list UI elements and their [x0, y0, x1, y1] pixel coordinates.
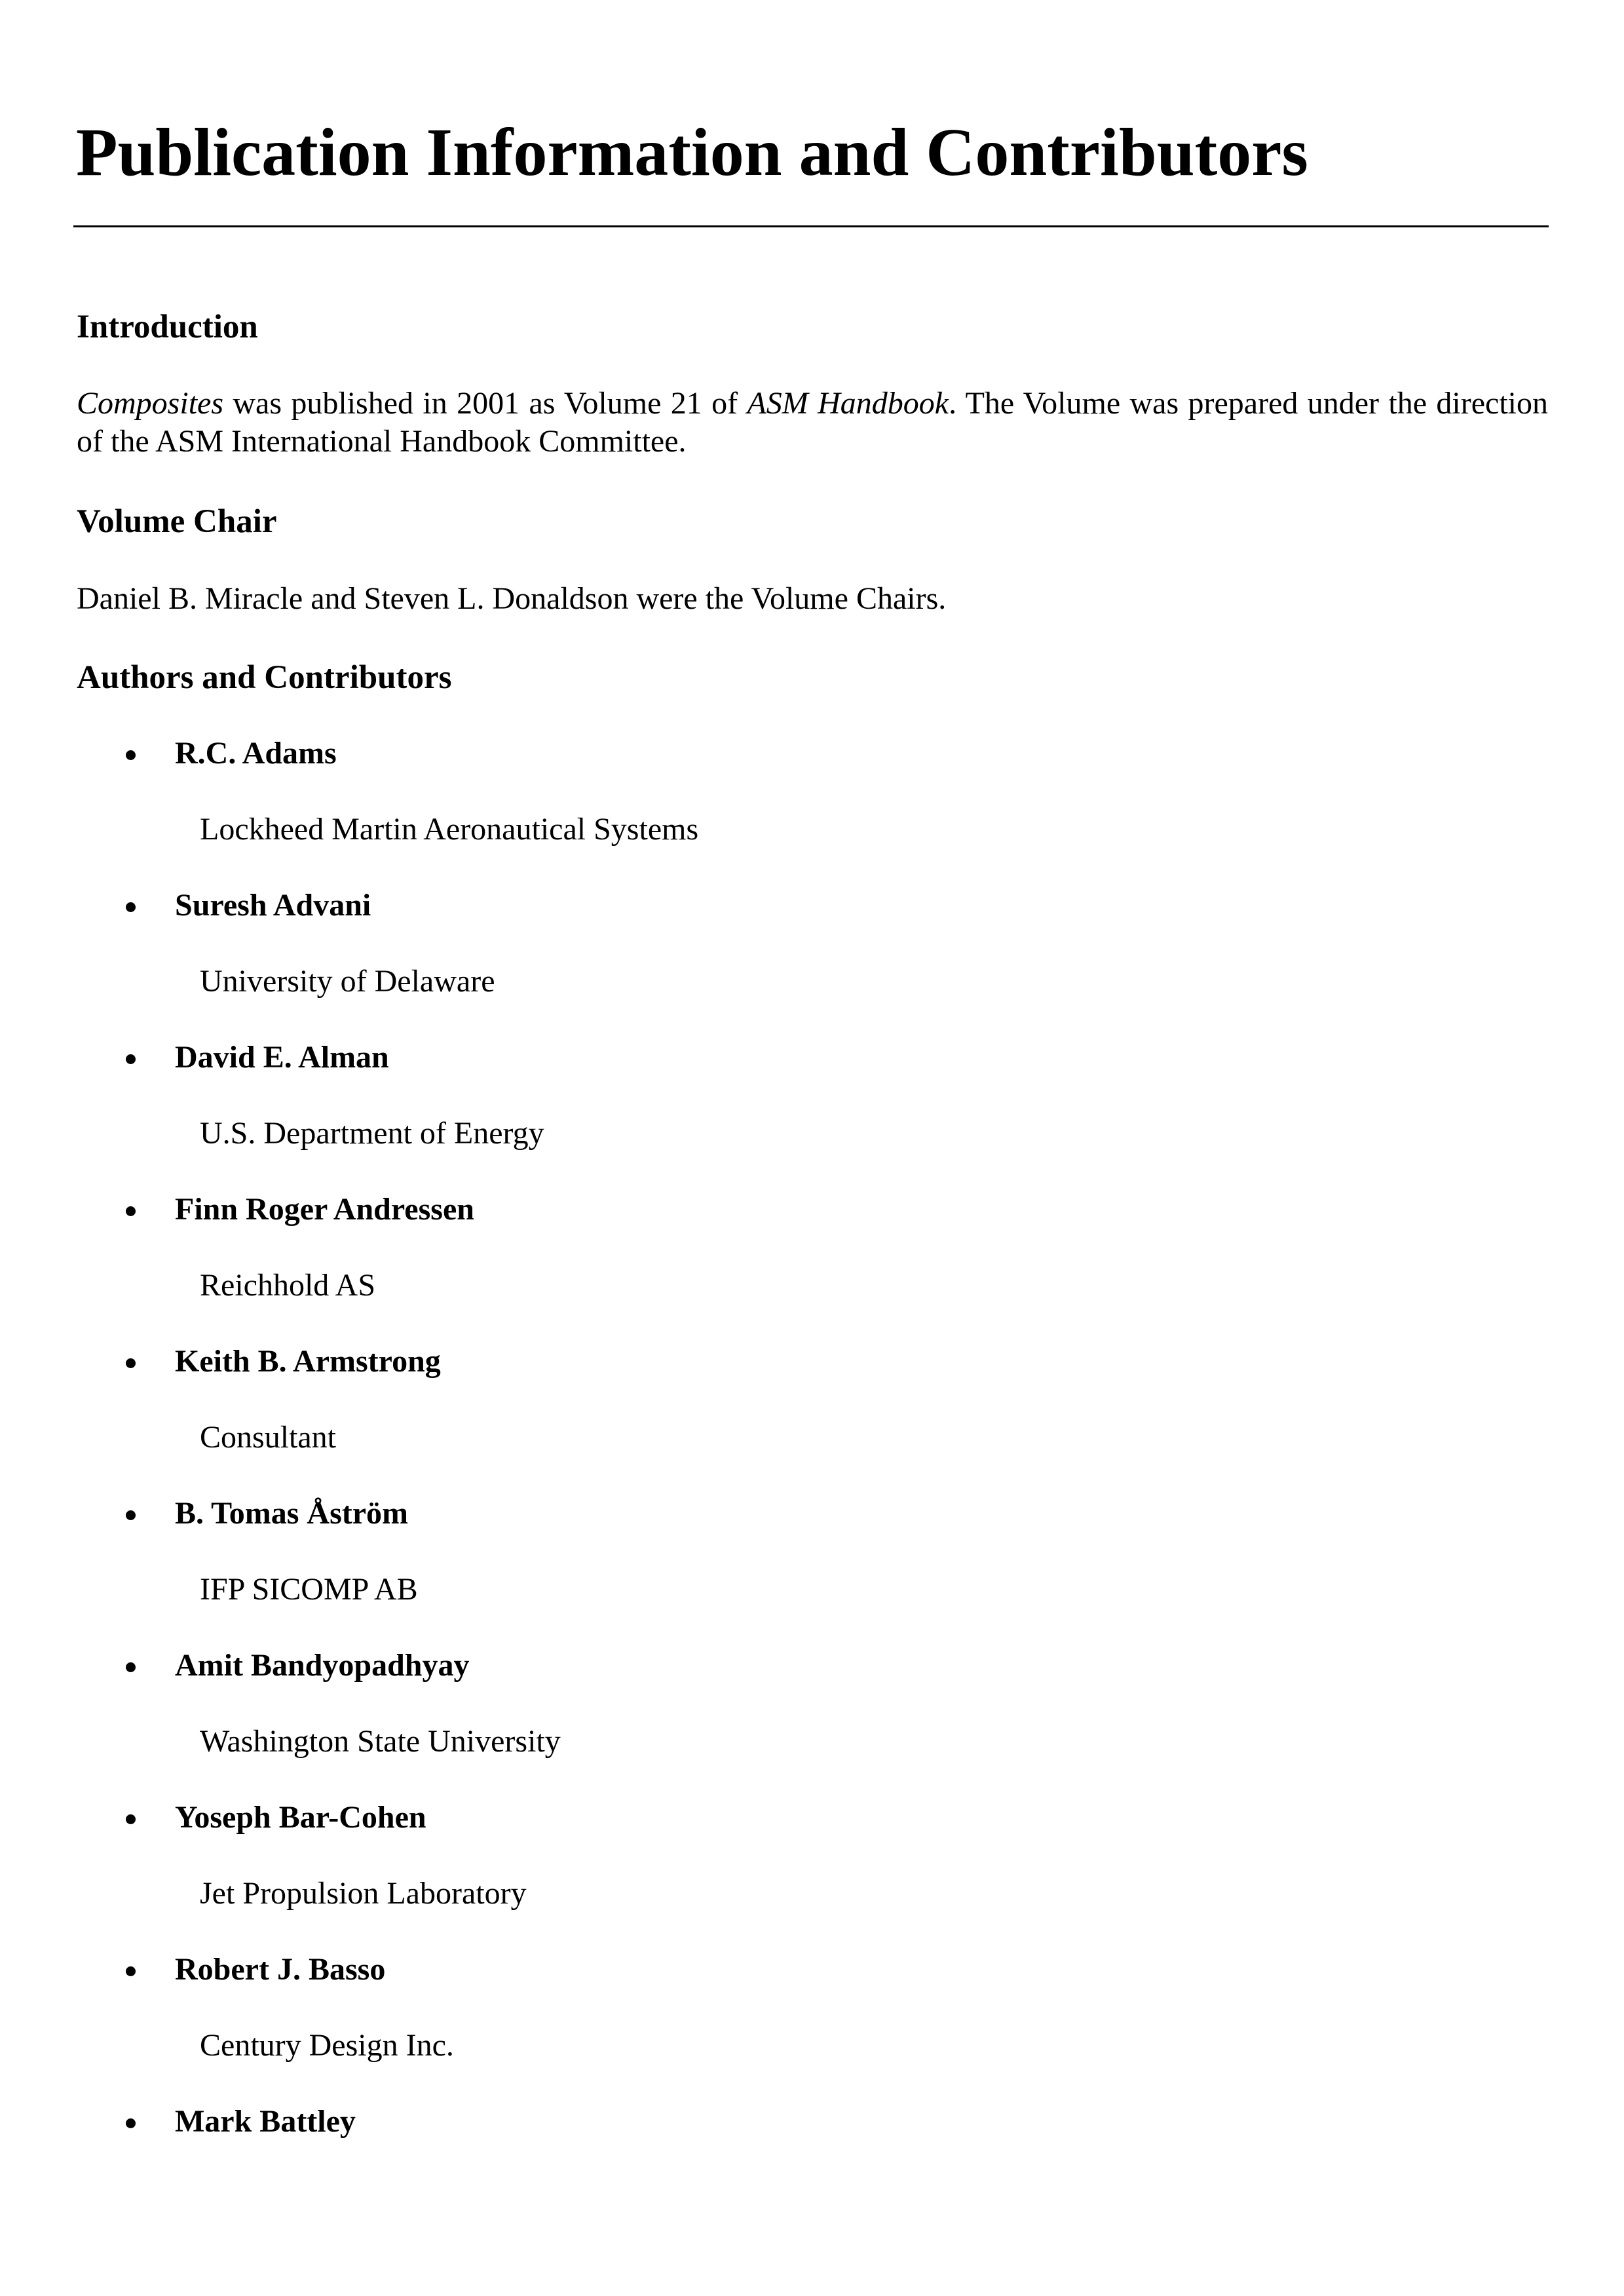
contributor-name: Keith B. Armstrong [175, 1344, 441, 1379]
contributor-name: Amit Bandyopadhyay [175, 1648, 470, 1683]
page-title: Publication Information and Contributors [76, 115, 1308, 190]
volume-chair-heading: Volume Chair [77, 503, 277, 540]
list-item [0, 734, 1624, 886]
contributor-name: Suresh Advani [175, 888, 371, 923]
contributor-name: David E. Alman [175, 1040, 389, 1075]
list-item [0, 1646, 1624, 1798]
bullet-icon [126, 1358, 136, 1368]
bullet-icon [126, 1054, 136, 1064]
title-divider [73, 225, 1549, 227]
contributor-affiliation: Consultant [200, 1420, 337, 1455]
bullet-icon [126, 902, 136, 912]
list-item [0, 2102, 1624, 2254]
bullet-icon [126, 750, 136, 760]
contributor-name: Mark Battley [175, 2104, 356, 2139]
contributor-affiliation: U.S. Department of Energy [200, 1116, 544, 1151]
bullet-icon [126, 2118, 136, 2128]
list-item [0, 1798, 1624, 1950]
introduction-paragraph [77, 385, 1548, 461]
contributor-name: Yoseph Bar-Cohen [175, 1800, 426, 1835]
book-title: Composites [77, 386, 224, 421]
contributor-name: Robert J. Basso [175, 1952, 386, 1987]
list-item [0, 1190, 1624, 1342]
list-item [0, 1494, 1624, 1646]
contributor-affiliation: University of Delaware [200, 964, 495, 999]
bullet-icon [126, 1814, 136, 1824]
contributor-name: R.C. Adams [175, 736, 337, 771]
contributor-affiliation: IFP SICOMP AB [200, 1572, 418, 1607]
bullet-icon [126, 1662, 136, 1672]
series-title: ASM Handbook [747, 386, 949, 421]
contributor-affiliation: Century Design Inc. [200, 2028, 454, 2063]
contributors-list [0, 734, 1624, 2254]
contributor-affiliation: Reichhold AS [200, 1268, 376, 1303]
list-item [0, 1950, 1624, 2102]
introduction-text-1: was published in 2001 as Volume 21 of [223, 386, 747, 421]
contributor-affiliation: Washington State University [200, 1724, 561, 1759]
bullet-icon [126, 1966, 136, 1976]
contributor-name: B. Tomas Åström [175, 1496, 409, 1531]
contributor-affiliation: Jet Propulsion Laboratory [200, 1876, 527, 1911]
volume-chair-text: Daniel B. Miracle and Steven L. Donaldson were the Volume Chairs. [77, 581, 947, 616]
contributor-name: Finn Roger Andressen [175, 1192, 474, 1227]
introduction-text-2: . The Volume was prepared under the direction of the ASM International Handbook Committee. [77, 386, 1548, 459]
introduction-heading: Introduction [77, 309, 258, 345]
bullet-icon [126, 1510, 136, 1520]
bullet-icon [126, 1206, 136, 1216]
list-item [0, 1038, 1624, 1190]
contributor-affiliation: Lockheed Martin Aeronautical Systems [200, 812, 699, 847]
authors-heading: Authors and Contributors [77, 659, 452, 696]
list-item [0, 1342, 1624, 1494]
list-item [0, 886, 1624, 1038]
